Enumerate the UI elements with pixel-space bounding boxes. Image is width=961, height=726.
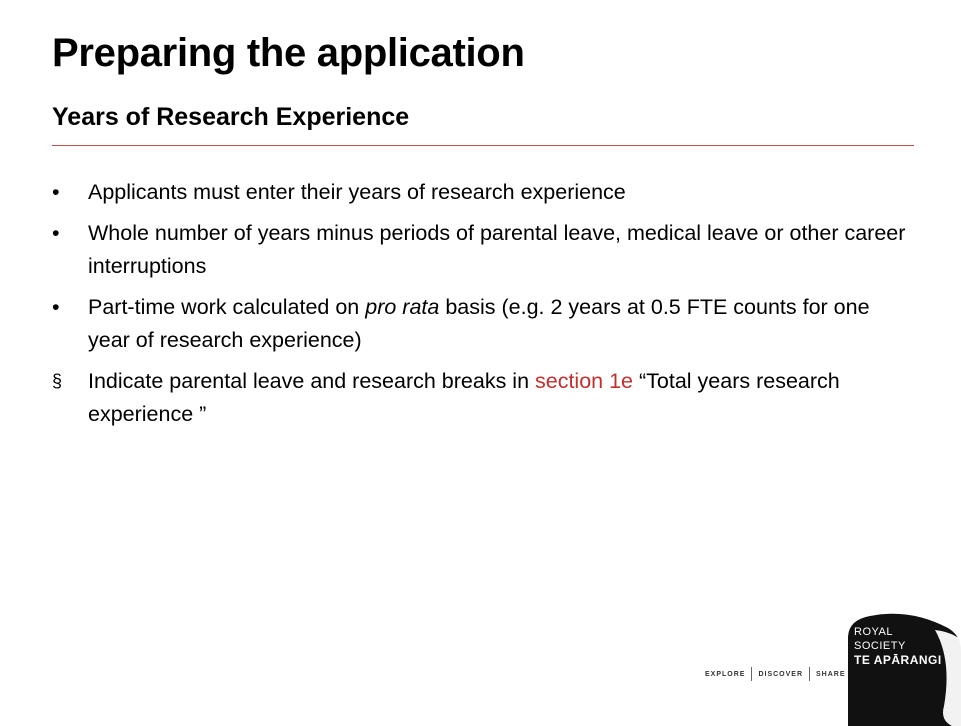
bullet-text-part: Part-time work calculated on — [88, 295, 366, 319]
tagline-divider — [751, 667, 752, 681]
bullet-marker: • — [52, 221, 60, 245]
bullet-marker: • — [52, 180, 60, 204]
slide-subtitle: Years of Research Experience — [52, 103, 410, 131]
tagline-explore: EXPLORE — [705, 670, 746, 678]
bullet-item — [52, 365, 912, 431]
slide-title: Preparing the application — [52, 31, 525, 75]
bullet-text-italic: pro rata — [365, 295, 440, 319]
bullet-marker: § — [52, 371, 63, 391]
bullet-item — [52, 176, 912, 209]
bullet-text-part: basis (e.g. 2 years at 0.5 FTE counts for one year of research experience) — [88, 295, 870, 352]
section-reference: section 1e — [535, 369, 634, 393]
logo-line-te-aparangi: TE APĀRANGI — [854, 653, 942, 667]
bullet-list — [52, 176, 912, 439]
logo-wordmark — [854, 625, 942, 667]
bullet-text-part: “Total years research experience ” — [88, 369, 840, 426]
bullet-item — [52, 291, 912, 357]
bullet-text-part: Indicate parental leave and research breaks in — [88, 369, 535, 393]
bullet-text: Applicants must enter their years of research experience — [88, 180, 626, 204]
tagline-discover: DISCOVER — [758, 670, 804, 678]
tagline-divider — [809, 667, 810, 681]
bullet-item — [52, 217, 912, 283]
logo-line-royal: ROYAL — [854, 626, 893, 638]
bullet-text — [88, 369, 840, 426]
title-divider — [52, 145, 914, 146]
bullet-text: Whole number of years minus periods of parental leave, medical leave or other career interruptions — [88, 221, 906, 278]
logo-line-society: SOCIETY — [854, 640, 906, 652]
bullet-text — [88, 295, 870, 352]
bullet-marker: • — [52, 295, 60, 319]
footer-tagline — [705, 667, 846, 681]
tagline-share: SHARE — [816, 670, 846, 678]
footer-branding — [700, 605, 961, 726]
